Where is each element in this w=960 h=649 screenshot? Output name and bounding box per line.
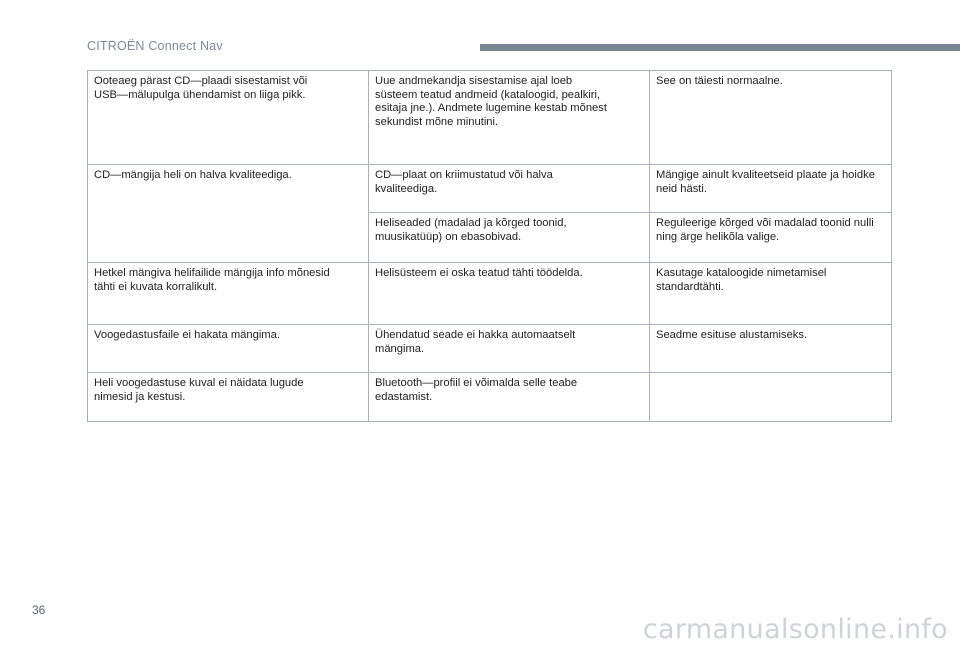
cause-cell: Uue andmekandja sisestamise ajal loeb süsteem teatud andmeid (kataloogid, pealkiri, esitaja jne.). Andmete lugemine kestab mõnest sekundist mõne minutini. xyxy=(369,71,650,165)
table-row xyxy=(88,263,892,325)
solution-cell: Mängige ainult kvaliteetseid plaate ja hoidke neid hästi. xyxy=(650,165,892,213)
question-cell: CD—mängija heli on halva kvaliteediga. xyxy=(88,165,369,263)
solution-cell: Reguleerige kõrged või madalad toonid nulli ning ärge helikõla valige. xyxy=(650,213,892,263)
cause-cell: Bluetooth—profiil ei võimalda selle teabe edastamist. xyxy=(369,373,650,422)
solution-cell xyxy=(650,373,892,422)
table-row xyxy=(88,165,892,213)
cause-cell: Ühendatud seade ei hakka automaatselt mängima. xyxy=(369,325,650,373)
cause-cell: CD—plaat on kriimustatud või halva kvaliteediga. xyxy=(369,165,650,213)
table-row xyxy=(88,373,892,422)
question-cell: Ooteaeg pärast CD—plaadi sisestamist või USB—mälupulga ühendamist on liiga pikk. xyxy=(88,71,369,165)
troubleshooting-table xyxy=(87,70,892,422)
question-cell: Voogedastusfaile ei hakata mängima. xyxy=(88,325,369,373)
solution-cell: Seadme esituse alustamiseks. xyxy=(650,325,892,373)
solution-cell: See on täiesti normaalne. xyxy=(650,71,892,165)
table-row xyxy=(88,71,892,165)
solution-cell: Kasutage kataloogide nimetamisel standardtähti. xyxy=(650,263,892,325)
table-row xyxy=(88,325,892,373)
cause-cell: Heliseaded (madalad ja kõrged toonid, muusikatüüp) on ebasobivad. xyxy=(369,213,650,263)
watermark: carmanualsonline.info xyxy=(642,614,948,645)
question-cell: Heli voogedastuse kuval ei näidata lugude nimesid ja kestusi. xyxy=(88,373,369,422)
page-number: 36 xyxy=(32,603,46,617)
header-bar xyxy=(480,44,960,51)
question-cell: Hetkel mängiva helifailide mängija info mõnesid tähti ei kuvata korralikult. xyxy=(88,263,369,325)
cause-cell: Helisüsteem ei oska teatud tähti töödelda. xyxy=(369,263,650,325)
manual-title: CITROËN Connect Nav xyxy=(87,39,223,53)
